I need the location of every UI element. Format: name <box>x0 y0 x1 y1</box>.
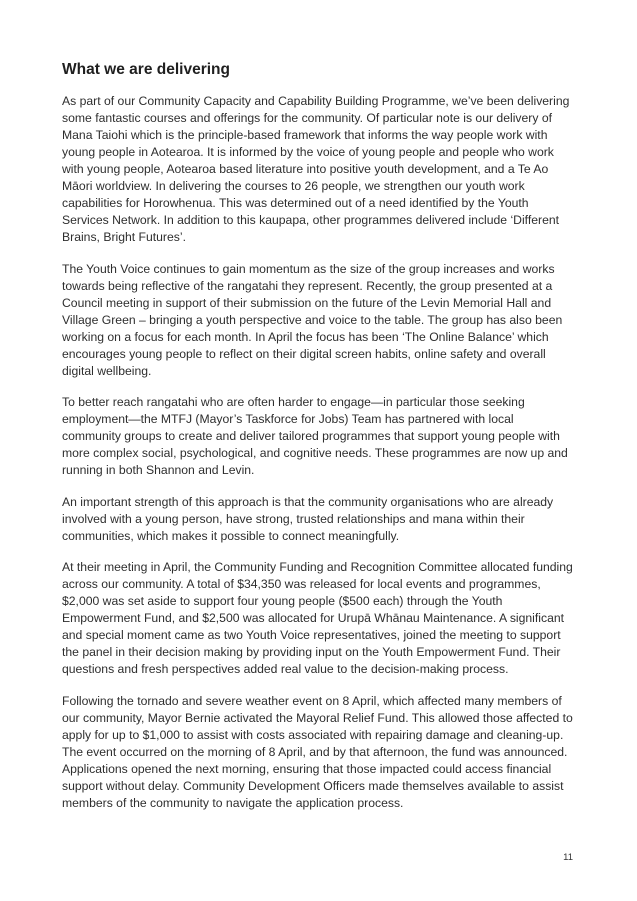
section-heading: What we are delivering <box>62 61 230 78</box>
page-number: 11 <box>563 852 573 863</box>
paragraph-mana-taiohi: As part of our Community Capacity and Capability Building Programme, we’ve been delivering some fantastic courses and offerings for the community. Of particular note is our delivery of Mana Taiohi which is the principle-based framework that informs the way people work with young people in Aotearoa. It is informed by the voice of young people and people who work with young people, Aotearoa based literature into positive youth development, and a Te Ao Māori worldview. In delivering the courses to 26 people, we strengthen our youth work capabilities for Horowhenua. This was determined out of a need identified by the Youth Services Network. In addition to this kaupapa, other programmes delivered include ‘Different Brains, Bright Futures’. <box>62 94 570 244</box>
paragraph-mayoral-relief-fund: Following the tornado and severe weather event on 8 April, which affected many members of our community, Mayor Bernie activated the Mayoral Relief Fund. This allowed those affected to apply for up to $1,000 to assist with costs associated with repairing damage and cleaning-up. The event occurred on the morning of 8 April, and by that afternoon, the fund was announced. Applications opened the next morning, ensuring that those impacted could access financial support without delay. Community Development Officers made themselves available to assist members of the community to navigate the application process. <box>62 693 573 810</box>
paragraph-youth-voice: The Youth Voice continues to gain momentum as the size of the group increases and works towards being reflective of the rangatahi they represent. Recently, the group presented at a Council meeting in support of their submission on the future of the Levin Memorial Hall and Village Green – bringing a youth perspective and voice to the table. The group has also been working on a focus for each month. In April the focus has been ‘The Online Balance’ which encourages young people to reflect on their digital screen habits, online safety and overall digital wellbeing. <box>62 261 563 378</box>
paragraph-mtfj: To better reach rangatahi who are often harder to engage—in particular those seeking employment—the MTFJ (Mayor’s Taskforce for Jobs) Team has partnered with local community groups to create and deliver tailored programmes that support young people with more complex social, psychological, and cognitive needs. These programmes are now up and running in both Shannon and Levin. <box>62 395 568 477</box>
paragraph-funding-committee: At their meeting in April, the Community Funding and Recognition Committee allocated funding across our community. A total of $34,350 was released for local events and programmes, $2,000 was set aside to support four young people ($500 each) through the Youth Empowerment Fund, and $2,500 was allocated for Urupā Whānau Maintenance. A significant and special moment came as two Youth Voice representatives, joined the meeting to support the panel in their decision making by providing input on the Youth Empowerment Fund. Their questions and fresh perspectives added real value to the decision-making process. <box>62 560 573 676</box>
paragraph-community-strength: An important strength of this approach is that the community organisations who are already involved with a young person, have strong, trusted relationships and mana within their communities, which makes it possible to connect meaningfully. <box>62 494 554 543</box>
